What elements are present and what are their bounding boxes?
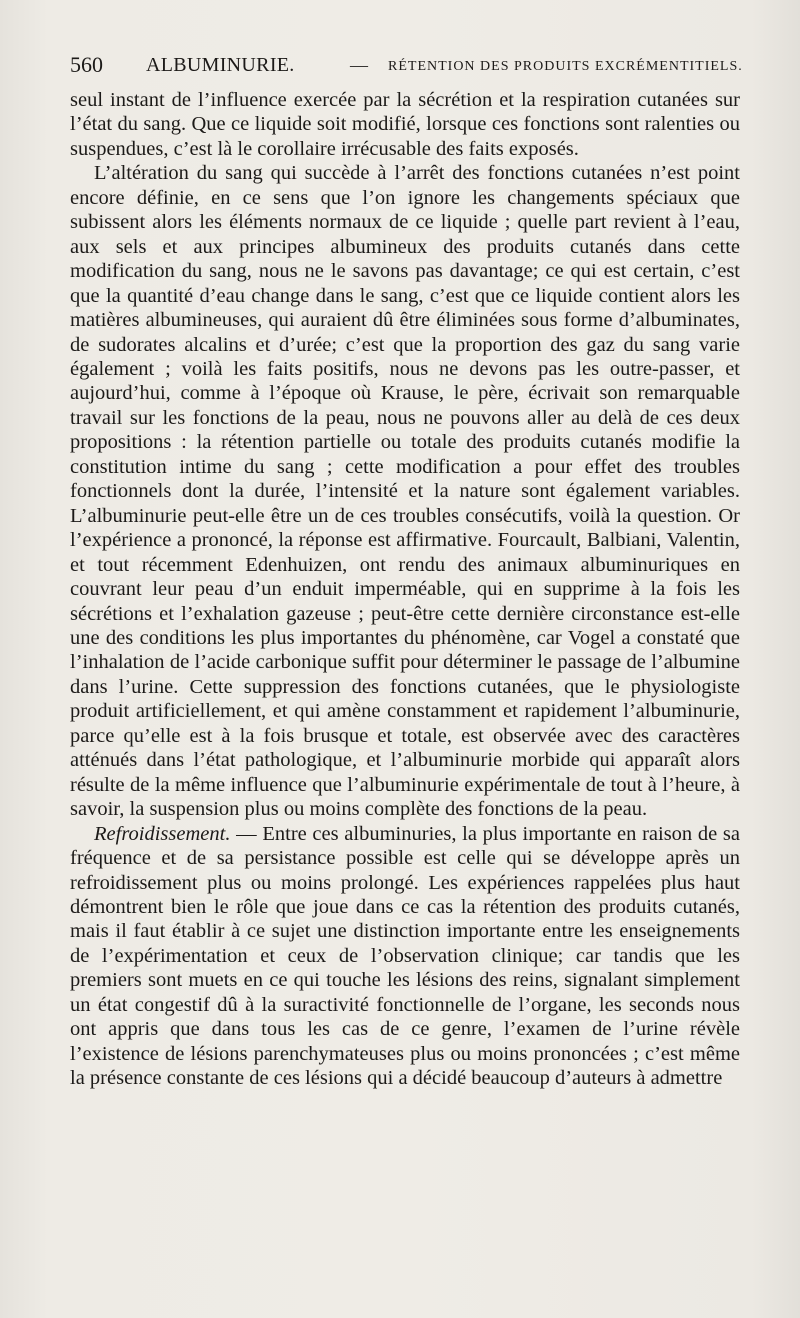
paragraph-refroidissement [70,822,740,1091]
paragraph-continuation: seul instant de l’influence exercée par la sécrétion et la respiration cutanées sur l’état du sang. Que ce liquide soit modifié, lorsque ces fonctions sont ralenties ou suspendues, c’est là le corollaire irrécusable des faits exposés. [70,89,740,160]
page-number: 560 [70,52,103,77]
paragraph-blood-alteration: L’altération du sang qui succède à l’arrêt des fonctions cutanées n’est point encore définie, en ce sens que l’on ignore les changements spéciaux que subissent alors les éléments normaux de ce liquide ; quelle part revient à l’eau, aux sels et aux principes albumineux des produits cutanés dans cette modification du sang, nous ne le savons pas davantage; ce qui est certain, c’est que la quantité d’eau change dans le sang, c’est que ce liquide contient alors les matières albumineuses, qui auraient dû être éliminées sous forme d’albuminates, de sudorates alcalins et d’urée; c’est que la proportion des gaz du sang varie également ; voilà les faits positifs, nous ne devons pas les outre-passer, et aujourd’hui, comme à l’époque où Krause, le père, écrivait son remarquable travail sur les fonctions de la peau, nous ne pouvons aller au delà de ces deux propositions : la rétention partielle ou totale des produits cutanés modifie la constitution intime du sang ; cette modification a pour effet des troubles fonctionnels dont la durée, l’intensité et la nature sont également variables. L’albuminurie peut-elle être un de ces troubles consécutifs, voilà la question. Or l’expérience a prononcé, la réponse est affirmative. Fourcault, Balbiani, Valentin, et tout récemment Edenhuizen, ont rendu des animaux albuminuriques en couvrant leur peau d’un enduit imperméable, qui en supprime à la fois les sécrétions et l’exhalation gazeuse ; peut-être cette dernière circonstance est-elle une des conditions les plus importantes du phénomène, car Vogel a constaté que l’inhalation de l’acide carbonique suffit pour déterminer le passage de l’albumine dans l’urine. Cette suppression des fonctions cutanées, que le physiologiste produit artificiellement, et qui amène constamment et rapidement l’albuminurie, parce qu’elle est à la fois brusque et totale, est observée avec des caractères atténués dans l’état pathologique, et l’albuminurie morbide qui apparaît alors résulte de la même influence que l’albuminurie expérimentale de tout à l’heure, à savoir, la suspension plus ou moins complète des fonctions de la peau. [70,162,740,821]
section-heading: Refroidissement. [94,822,231,845]
running-title: ALBUMINURIE. [146,54,295,76]
paragraph-refroidissement-text: — Entre ces albuminuries, la plus importante en raison de sa fréquence et de sa persistance possible est celle qui se développe après un refroidissement plus ou moins prolongé. Les expériences rappelées plus haut démontrent bien le rôle que joue dans ce cas la rétention des produits cutanés, mais il faut établir à ce sujet une distinction importante entre les enseignements de l’expérimentation et ceux de l’observation clinique; car tandis que les premiers sont muets en ce qui touche les lésions des reins, signalant simplement un état congestif dû à la suractivité fonctionnelle de l’organe, les seconds nous ont appris que dans tous les cas de ce genre, l’examen de l’urine révèle l’existence de lésions parenchymateuses plus ou moins prononcées ; c’est même la présence constante de ces lésions qui a décidé beaucoup d’auteurs à admettre [70,822,740,1090]
body-text [70,88,740,1091]
running-subtitle: RÉTENTION DES PRODUITS EXCRÉMENTITIELS. [388,59,743,74]
running-header [70,50,750,80]
header-separator: — [350,55,368,75]
